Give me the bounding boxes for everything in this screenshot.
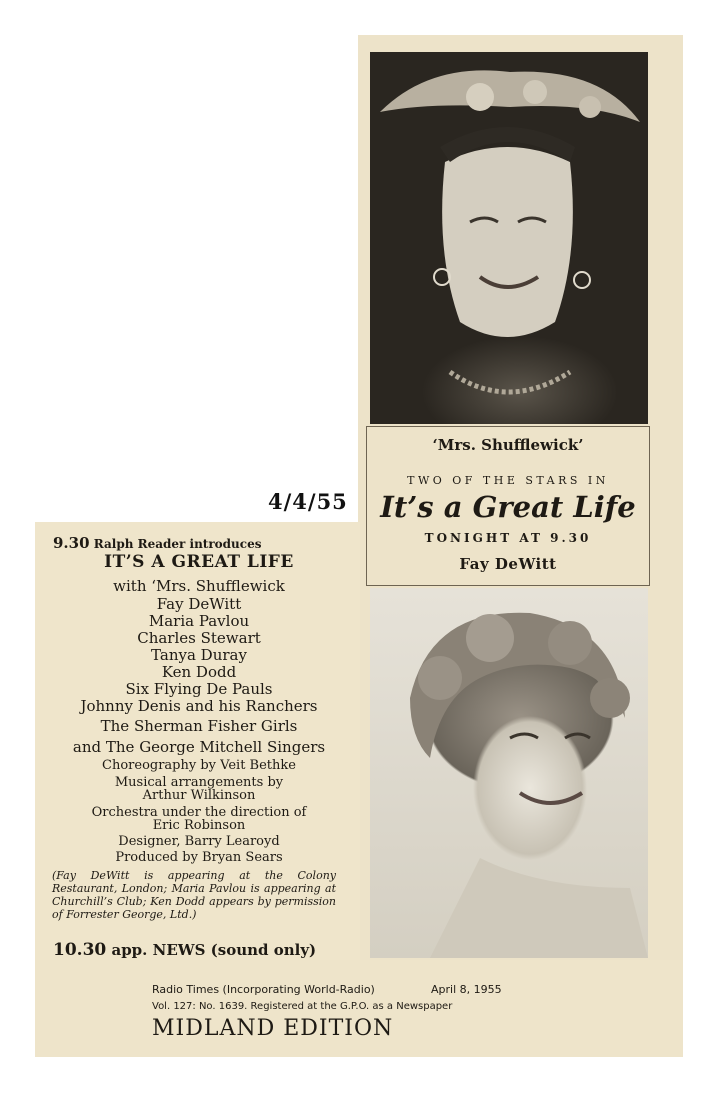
cast-line: and The George Mitchell Singers xyxy=(72,738,326,756)
credit-line: Designer, Barry Learoyd xyxy=(118,834,280,849)
cast-line: Six Flying De Pauls xyxy=(125,680,273,698)
credit-line: Eric Robinson xyxy=(152,818,246,833)
footer-volume: Vol. 127: No. 1639. Registered at the G.P.O. as a Newspaper xyxy=(152,1001,453,1012)
cast-line: Maria Pavlou xyxy=(148,612,250,630)
listing-footnote: (Fay DeWitt is appearing at the Colony Restaurant, London; Maria Pavlou is appearing at Churchill’s Club; Ken Dodd appears by permission of Forrester George, Ltd.) xyxy=(52,869,336,921)
cast-line: Johnny Denis and his Ranchers xyxy=(80,697,318,715)
cast-line: The Sherman Fisher Girls xyxy=(100,717,298,735)
credit-line: Choreography by Veit Bethke xyxy=(102,758,296,773)
caption-two-of-stars: TWO OF THE STARS IN xyxy=(407,474,609,487)
news-time: 10.30 xyxy=(53,940,107,960)
credit-line: Produced by Bryan Sears xyxy=(115,850,283,865)
footer-date: April 8, 1955 xyxy=(431,983,502,996)
cast-line: Charles Stewart xyxy=(137,629,261,647)
listing-time: 9.30 xyxy=(53,534,90,552)
caption-show-title: It’s a Great Life xyxy=(380,490,636,524)
cast-line: Tanya Duray xyxy=(151,646,247,664)
listing-title: IT’S A GREAT LIFE xyxy=(104,552,294,572)
listing-intro-text: Ralph Reader introduces xyxy=(93,537,262,551)
news-line xyxy=(53,940,316,960)
footer-publication: Radio Times (Incorporating World-Radio) xyxy=(152,983,375,996)
cast-line: Fay DeWitt xyxy=(156,595,242,613)
footer-edition: MIDLAND EDITION xyxy=(152,1016,394,1041)
credit-line: Orchestra under the direction of xyxy=(91,805,307,820)
cast-line: Ken Dodd xyxy=(161,663,237,681)
caption-second-name: Fay DeWitt xyxy=(459,555,557,573)
listing-intro xyxy=(53,534,261,552)
credit-line: Musical arrangements by xyxy=(114,775,284,790)
news-text: app. NEWS (sound only) xyxy=(111,941,317,959)
handwritten-date-stamp: 4/4/55 xyxy=(268,489,348,514)
photo-mrs-shufflewick xyxy=(370,52,648,424)
caption-tonight: TONIGHT AT 9.30 xyxy=(424,531,592,545)
cast-line: with ‘Mrs. Shufflewick xyxy=(113,577,285,595)
photo-fay-dewitt xyxy=(370,588,648,958)
credit-line: Arthur Wilkinson xyxy=(142,788,256,803)
caption-name: ‘Mrs. Shufflewick’ xyxy=(432,436,584,454)
